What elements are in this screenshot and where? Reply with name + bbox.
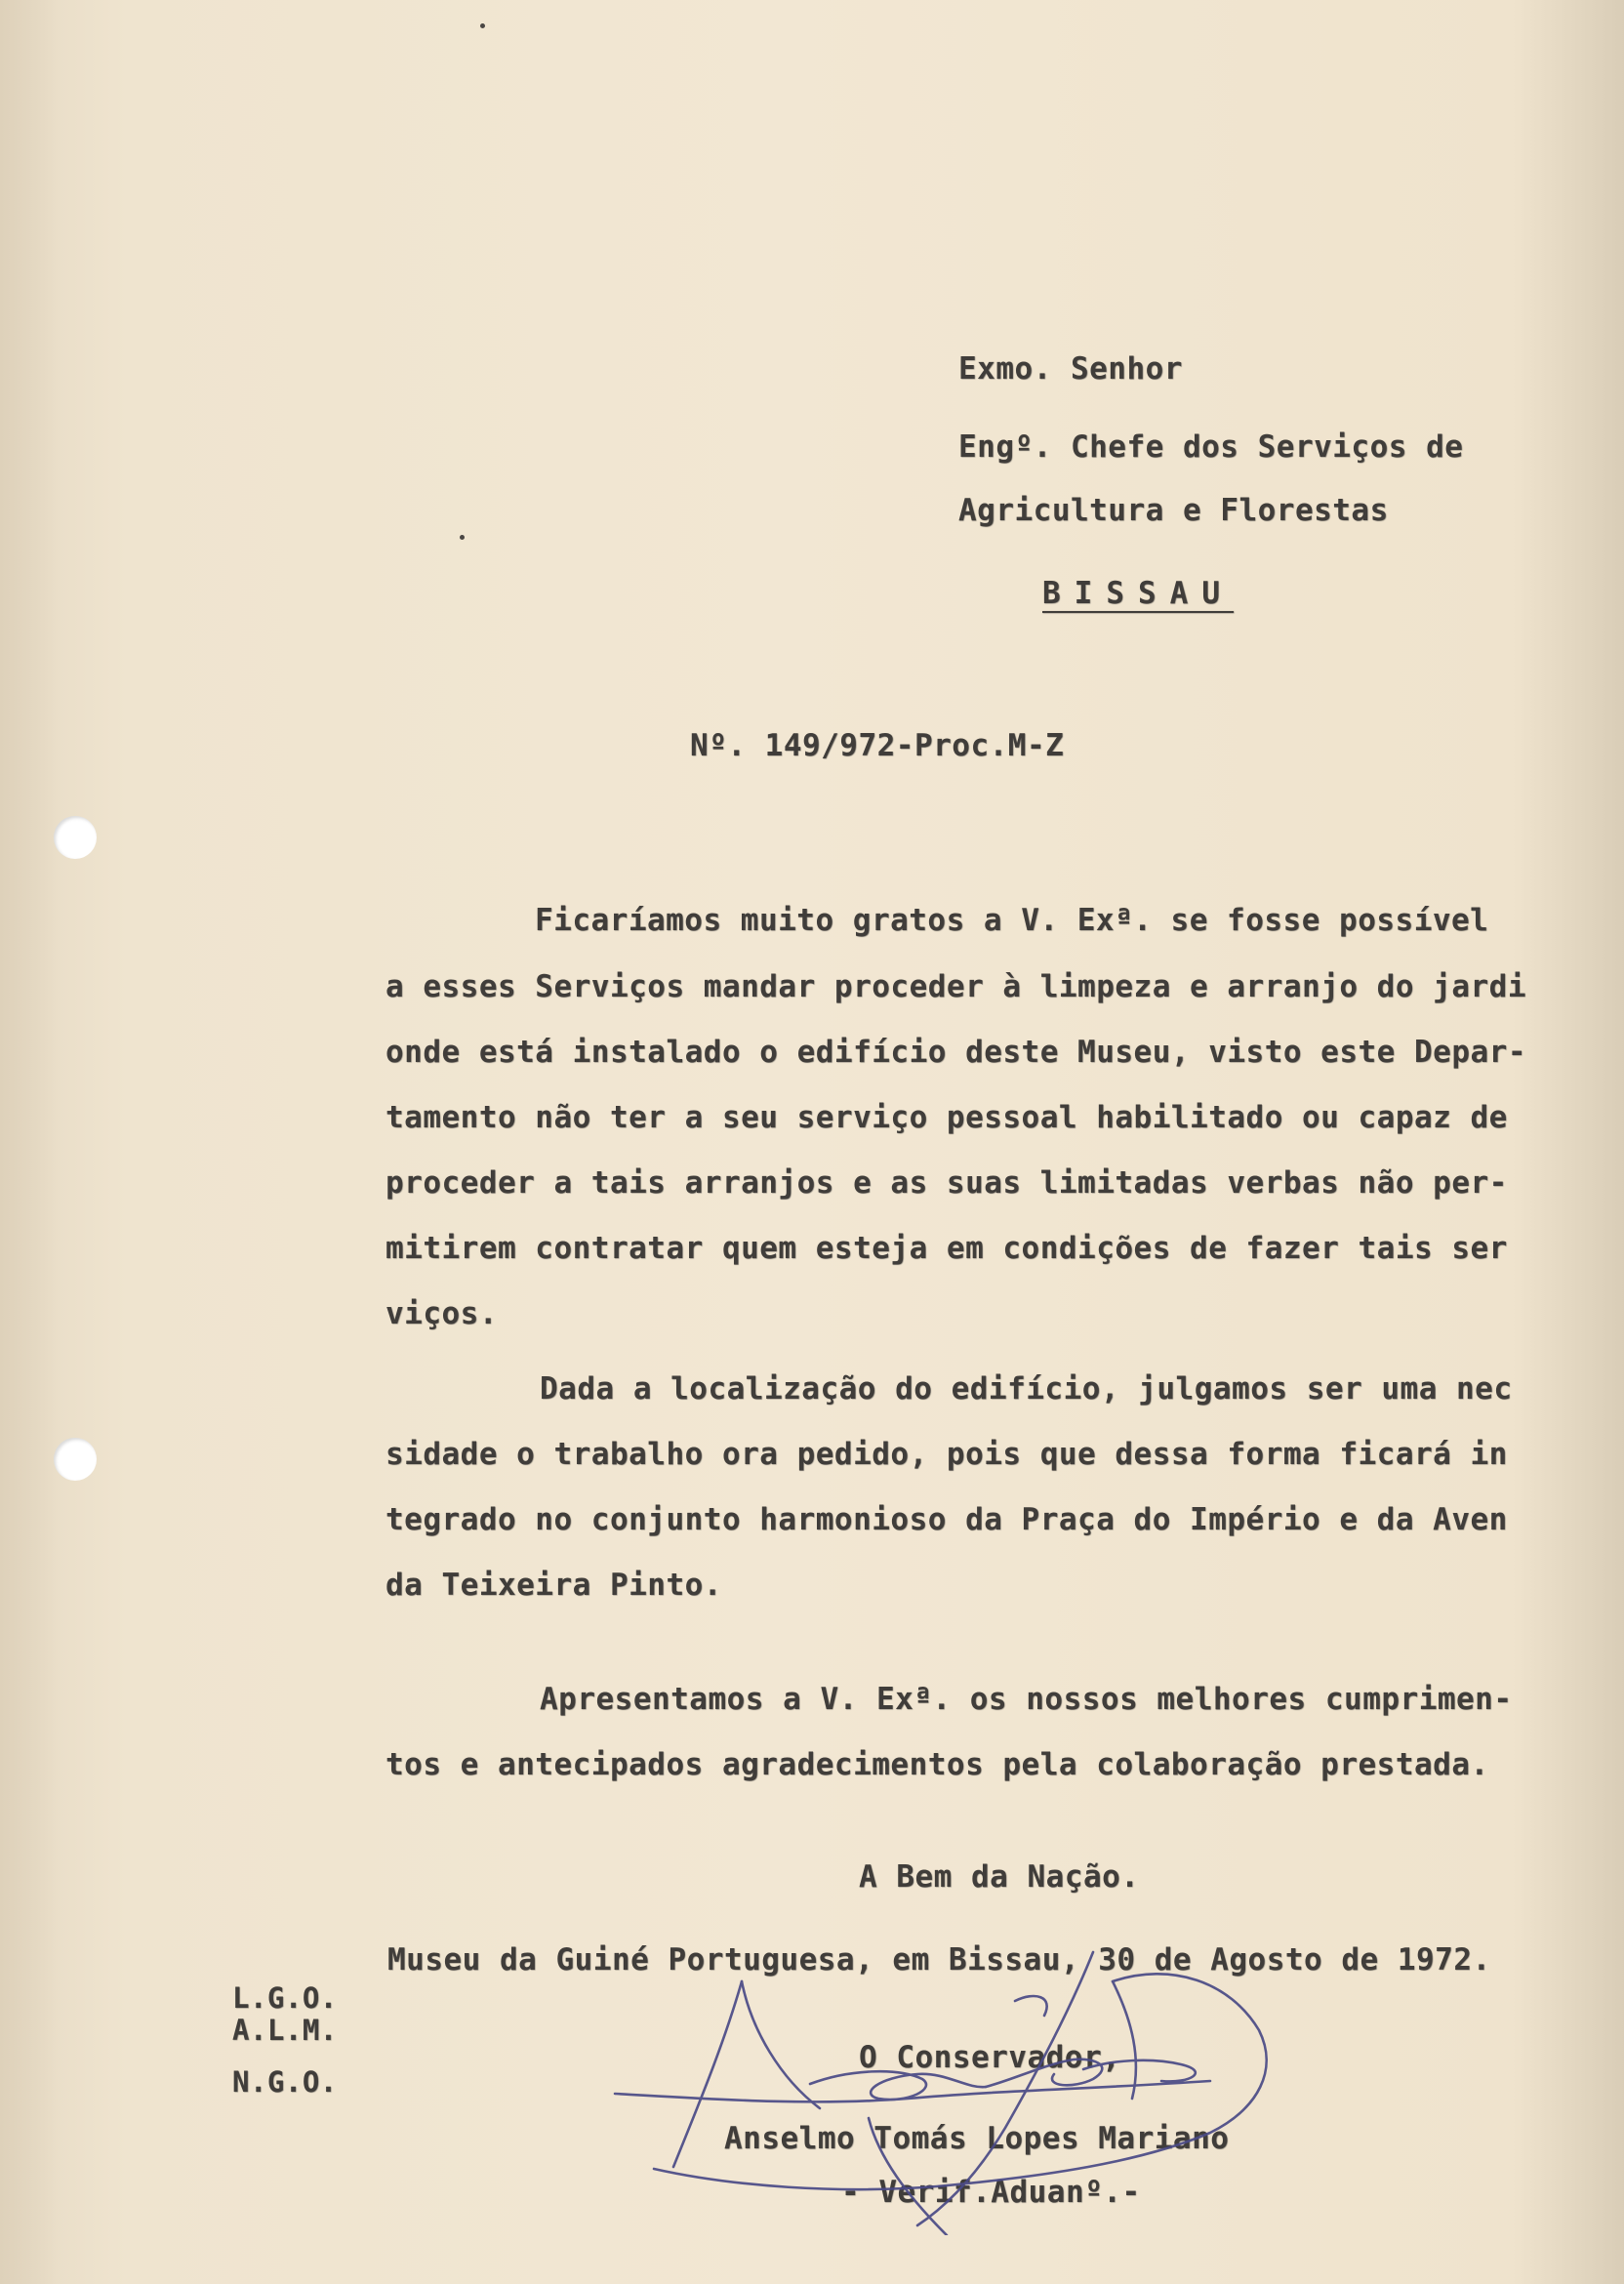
- body-line: proceder a tais arranjos e as suas limitadas verbas não per-: [386, 1165, 1508, 1201]
- typist-initials: A.L.M.: [232, 2014, 338, 2047]
- body-line: onde está instalado o edifício deste Museu, visto este Depar-: [386, 1035, 1526, 1070]
- place-and-date: Museu da Guiné Portuguesa, em Bissau, 30 de Agosto de 1972.: [387, 1942, 1491, 1978]
- signatory-position: - Verif.Aduanº.-: [841, 2175, 1141, 2210]
- recipient-title-line-1: Engº. Chefe dos Serviços de: [958, 429, 1464, 465]
- body-line: tegrado no conjunto harmonioso da Praça do Império e da Aven: [386, 1502, 1508, 1537]
- body-line: Dada a localização do edifício, julgamos ser uma nec: [540, 1371, 1513, 1407]
- body-line: da Teixeira Pinto.: [386, 1568, 722, 1603]
- body-line: a esses Serviços mandar proceder à limpeza e arranjo do jardi: [386, 969, 1526, 1004]
- body-line: mitirem contratar quem esteja em condições de fazer tais ser: [386, 1231, 1508, 1266]
- closing-formula: A Bem da Nação.: [859, 1859, 1140, 1895]
- recipient-city: BISSAU: [1042, 576, 1234, 611]
- recipient-salutation: Exmo. Senhor: [958, 351, 1183, 387]
- body-line: tos e antecipados agradecimentos pela colaboração prestada.: [386, 1747, 1489, 1782]
- body-line: tamento não ter a seu serviço pessoal habilitado ou capaz de: [386, 1100, 1508, 1135]
- typist-initials: N.G.O.: [232, 2065, 338, 2099]
- body-line: sidade o trabalho ora pedido, pois que dessa forma ficará in: [386, 1437, 1508, 1472]
- handwritten-signature: [586, 1942, 1308, 2235]
- body-line: viços.: [386, 1296, 498, 1331]
- signatory-role: O Conservador,: [859, 2040, 1121, 2075]
- body-line: Ficaríamos muito gratos a V. Exª. se fosse possível: [535, 903, 1489, 938]
- typist-initials: L.G.O.: [232, 1981, 338, 2015]
- body-line: Apresentamos a V. Exª. os nossos melhores cumprimen-: [540, 1682, 1513, 1717]
- signatory-name: Anselmo Tomás Lopes Mariano: [724, 2121, 1230, 2156]
- recipient-title-line-2: Agricultura e Florestas: [958, 493, 1389, 528]
- reference-number: Nº. 149/972-Proc.M-Z: [690, 728, 1065, 763]
